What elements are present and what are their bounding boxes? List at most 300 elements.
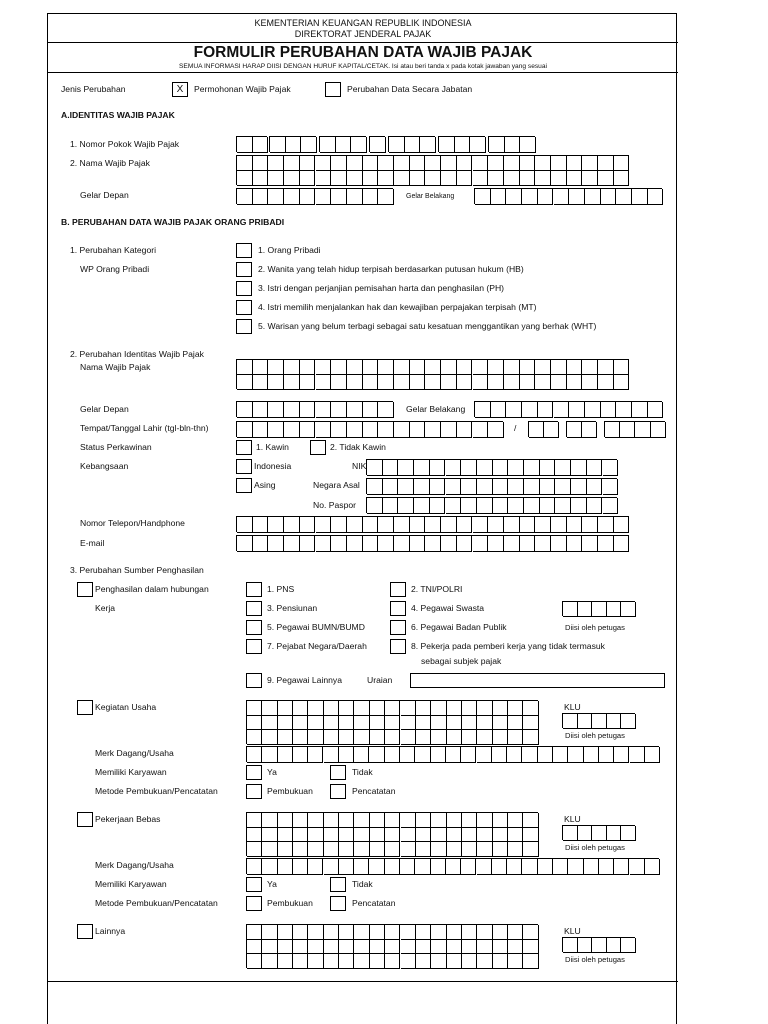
char-cell[interactable] [416,716,431,731]
char-cell[interactable] [363,156,379,171]
char-cell[interactable] [555,460,571,476]
pencatatan-checkbox[interactable] [330,784,346,799]
char-cell[interactable] [473,536,489,552]
char-cell[interactable] [293,828,308,843]
char-cell[interactable] [370,940,385,955]
char-cell[interactable] [508,730,523,745]
char-cell[interactable] [462,730,477,745]
char-cell[interactable] [247,701,262,716]
char-cell[interactable] [522,189,538,205]
char-cell[interactable] [493,813,508,828]
char-cell[interactable] [324,842,339,857]
char-cell[interactable] [363,517,379,533]
char-cell[interactable] [614,747,629,763]
char-cell[interactable] [447,730,462,745]
char-cell[interactable] [488,536,504,552]
char-cell[interactable] [616,189,632,205]
char-cell[interactable] [523,828,538,843]
char-cell[interactable] [461,859,476,875]
pensiunan-checkbox[interactable] [246,601,262,616]
char-cell[interactable] [308,940,323,955]
char-cell[interactable] [367,460,383,476]
merk-kegiatan-input[interactable] [246,746,659,762]
char-cell[interactable] [378,375,394,390]
lainnya-checkbox[interactable] [77,924,93,939]
char-cell[interactable] [268,517,284,533]
char-cell[interactable] [354,859,369,875]
char-cell[interactable] [331,156,347,171]
char-cell[interactable] [508,940,523,955]
char-cell[interactable] [262,842,277,857]
char-cell[interactable] [262,730,277,745]
char-cell[interactable] [461,479,477,495]
email-input[interactable] [236,535,629,551]
char-cell[interactable] [492,747,507,763]
char-cell[interactable] [331,360,347,375]
char-cell[interactable] [477,925,492,940]
char-cell[interactable] [293,925,308,940]
char-cell[interactable] [237,517,253,533]
char-cell[interactable] [457,156,473,171]
char-cell[interactable] [553,859,568,875]
char-cell[interactable] [441,517,457,533]
char-cell[interactable] [431,701,446,716]
char-cell[interactable] [648,189,664,205]
char-cell[interactable] [378,171,394,186]
char-cell[interactable] [405,137,421,153]
char-cell[interactable] [293,730,308,745]
char-cell[interactable] [354,716,369,731]
char-cell[interactable] [446,460,462,476]
char-cell[interactable] [253,137,269,153]
char-cell[interactable] [473,360,489,375]
nama-baru-input[interactable] [236,359,629,389]
char-cell[interactable] [578,938,593,953]
char-cell[interactable] [504,536,520,552]
char-cell[interactable] [592,826,607,841]
char-cell[interactable] [324,701,339,716]
char-cell[interactable] [473,517,489,533]
char-cell[interactable] [262,954,277,969]
kategori-checkbox-4[interactable] [236,300,252,315]
char-cell[interactable] [587,460,603,476]
char-cell[interactable] [308,813,323,828]
char-cell[interactable] [603,460,619,476]
kawin-checkbox[interactable] [236,440,252,455]
char-cell[interactable] [378,189,394,205]
char-cell[interactable] [447,828,462,843]
char-cell[interactable] [554,189,570,205]
char-cell[interactable] [431,813,446,828]
char-cell[interactable] [592,602,607,617]
char-cell[interactable] [278,701,293,716]
char-cell[interactable] [253,402,269,418]
char-cell[interactable] [300,517,316,533]
char-cell[interactable] [563,938,578,953]
char-cell[interactable] [477,954,492,969]
char-cell[interactable] [394,171,410,186]
char-cell[interactable] [621,826,636,841]
char-cell[interactable] [507,747,522,763]
char-cell[interactable] [237,375,253,390]
char-cell[interactable] [370,701,385,716]
char-cell[interactable] [363,422,379,438]
char-cell[interactable] [446,747,461,763]
char-cell[interactable] [300,189,316,205]
char-cell[interactable] [462,954,477,969]
char-cell[interactable] [339,954,354,969]
char-cell[interactable] [529,422,544,438]
char-cell[interactable] [587,479,603,495]
char-cell[interactable] [253,536,269,552]
char-cell[interactable] [598,517,614,533]
char-cell[interactable] [621,938,636,953]
char-cell[interactable] [237,156,253,171]
char-cell[interactable] [470,137,486,153]
char-cell[interactable] [401,701,416,716]
char-cell[interactable] [491,189,507,205]
char-cell[interactable] [614,375,630,390]
char-cell[interactable] [567,156,583,171]
karyawan-ya-checkbox[interactable] [246,877,262,892]
char-cell[interactable] [400,747,415,763]
char-cell[interactable] [535,360,551,375]
asing-checkbox[interactable] [236,478,252,493]
char-cell[interactable] [286,137,302,153]
jabatan-checkbox[interactable] [325,82,341,97]
char-cell[interactable] [316,156,332,171]
char-cell[interactable] [339,859,354,875]
char-cell[interactable] [363,360,379,375]
char-cell[interactable] [630,859,645,875]
char-cell[interactable] [284,517,300,533]
char-cell[interactable] [300,422,316,438]
char-cell[interactable] [645,747,660,763]
char-cell[interactable] [614,536,630,552]
kategori-checkbox-2[interactable] [236,262,252,277]
char-cell[interactable] [571,498,587,514]
char-cell[interactable] [324,747,339,763]
char-cell[interactable] [603,479,619,495]
char-cell[interactable] [582,156,598,171]
gelar-belakang-baru-input[interactable] [474,401,662,417]
char-cell[interactable] [253,171,269,186]
char-cell[interactable] [370,828,385,843]
char-cell[interactable] [354,954,369,969]
char-cell[interactable] [308,701,323,716]
char-cell[interactable] [401,828,416,843]
char-cell[interactable] [447,940,462,955]
char-cell[interactable] [614,171,630,186]
char-cell[interactable] [614,360,630,375]
char-cell[interactable] [316,171,332,186]
char-cell[interactable] [370,137,386,153]
char-cell[interactable] [293,701,308,716]
char-cell[interactable] [293,716,308,731]
char-cell[interactable] [535,171,551,186]
char-cell[interactable] [253,360,269,375]
char-cell[interactable] [493,716,508,731]
char-cell[interactable] [598,360,614,375]
char-cell[interactable] [339,701,354,716]
kategori-checkbox-1[interactable] [236,243,252,258]
char-cell[interactable] [461,747,476,763]
char-cell[interactable] [347,375,363,390]
char-cell[interactable] [308,716,323,731]
char-cell[interactable] [293,747,308,763]
char-cell[interactable] [477,498,493,514]
char-cell[interactable] [383,460,399,476]
kegiatan-usaha-checkbox[interactable] [77,700,93,715]
char-cell[interactable] [447,954,462,969]
char-cell[interactable] [551,156,567,171]
char-cell[interactable] [316,189,332,205]
paspor-input[interactable] [366,497,617,513]
char-cell[interactable] [347,517,363,533]
char-cell[interactable] [247,954,262,969]
char-cell[interactable] [385,859,400,875]
char-cell[interactable] [475,402,491,418]
char-cell[interactable] [523,701,538,716]
char-cell[interactable] [477,701,492,716]
char-cell[interactable] [488,156,504,171]
char-cell[interactable] [389,137,405,153]
char-cell[interactable] [493,701,508,716]
char-cell[interactable] [551,517,567,533]
char-cell[interactable] [339,716,354,731]
char-cell[interactable] [308,925,323,940]
char-cell[interactable] [431,954,446,969]
char-cell[interactable] [568,859,583,875]
char-cell[interactable] [571,479,587,495]
char-cell[interactable] [520,536,536,552]
char-cell[interactable] [477,479,493,495]
char-cell[interactable] [569,189,585,205]
char-cell[interactable] [253,422,269,438]
char-cell[interactable] [339,828,354,843]
char-cell[interactable] [555,498,571,514]
char-cell[interactable] [378,156,394,171]
gelar-depan-baru-input[interactable] [236,401,393,417]
char-cell[interactable] [630,747,645,763]
char-cell[interactable] [351,137,367,153]
char-cell[interactable] [347,156,363,171]
char-cell[interactable] [592,938,607,953]
char-cell[interactable] [416,940,431,955]
char-cell[interactable] [370,925,385,940]
char-cell[interactable] [585,402,601,418]
char-cell[interactable] [247,859,262,875]
indonesia-checkbox[interactable] [236,459,252,474]
char-cell[interactable] [431,747,446,763]
char-cell[interactable] [477,859,492,875]
char-cell[interactable] [425,171,441,186]
char-cell[interactable] [339,730,354,745]
char-cell[interactable] [522,747,537,763]
char-cell[interactable] [441,536,457,552]
char-cell[interactable] [569,402,585,418]
char-cell[interactable] [278,828,293,843]
char-cell[interactable] [598,536,614,552]
char-cell[interactable] [457,517,473,533]
pencatatan-checkbox[interactable] [330,896,346,911]
char-cell[interactable] [493,940,508,955]
char-cell[interactable] [520,156,536,171]
char-cell[interactable] [571,460,587,476]
char-cell[interactable] [477,460,493,476]
char-cell[interactable] [614,517,630,533]
char-cell[interactable] [237,360,253,375]
char-cell[interactable] [308,747,323,763]
char-cell[interactable] [301,137,317,153]
char-cell[interactable] [383,498,399,514]
char-cell[interactable] [477,730,492,745]
char-cell[interactable] [339,747,354,763]
char-cell[interactable] [493,842,508,857]
char-cell[interactable] [331,536,347,552]
char-cell[interactable] [523,925,538,940]
char-cell[interactable] [508,813,523,828]
telepon-input[interactable] [236,516,629,532]
char-cell[interactable] [635,422,650,438]
char-cell[interactable] [439,137,455,153]
char-cell[interactable] [462,925,477,940]
char-cell[interactable] [354,940,369,955]
char-cell[interactable] [493,460,509,476]
npwp-input[interactable] [438,136,485,152]
char-cell[interactable] [538,747,553,763]
karyawan-ya-checkbox[interactable] [246,765,262,780]
char-cell[interactable] [415,859,430,875]
char-cell[interactable] [462,813,477,828]
char-cell[interactable] [477,747,492,763]
char-cell[interactable] [347,402,363,418]
char-cell[interactable] [262,747,277,763]
char-cell[interactable] [284,536,300,552]
karyawan-tidak-checkbox[interactable] [330,877,346,892]
char-cell[interactable] [262,716,277,731]
char-cell[interactable] [247,925,262,940]
char-cell[interactable] [331,375,347,390]
char-cell[interactable] [394,517,410,533]
char-cell[interactable] [540,498,556,514]
char-cell[interactable] [400,859,415,875]
char-cell[interactable] [339,925,354,940]
char-cell[interactable] [308,842,323,857]
char-cell[interactable] [262,940,277,955]
char-cell[interactable] [268,536,284,552]
char-cell[interactable] [563,714,578,729]
char-cell[interactable] [425,536,441,552]
char-cell[interactable] [567,171,583,186]
char-cell[interactable] [489,137,505,153]
char-cell[interactable] [473,375,489,390]
char-cell[interactable] [587,498,603,514]
char-cell[interactable] [553,747,568,763]
char-cell[interactable] [540,479,556,495]
char-cell[interactable] [300,375,316,390]
char-cell[interactable] [520,360,536,375]
char-cell[interactable] [370,954,385,969]
pembukuan-checkbox[interactable] [246,896,262,911]
char-cell[interactable] [385,747,400,763]
char-cell[interactable] [462,842,477,857]
char-cell[interactable] [568,747,583,763]
char-cell[interactable] [410,360,426,375]
char-cell[interactable] [394,156,410,171]
bln-lahir-input[interactable] [566,421,596,437]
char-cell[interactable] [504,517,520,533]
char-cell[interactable] [585,189,601,205]
char-cell[interactable] [410,156,426,171]
char-cell[interactable] [441,422,457,438]
char-cell[interactable] [603,498,619,514]
char-cell[interactable] [522,402,538,418]
char-cell[interactable] [504,171,520,186]
char-cell[interactable] [354,730,369,745]
char-cell[interactable] [582,517,598,533]
char-cell[interactable] [632,189,648,205]
penghasilan-checkbox[interactable] [77,582,93,597]
char-cell[interactable] [567,517,583,533]
char-cell[interactable] [462,701,477,716]
npwp-input[interactable] [369,136,385,152]
char-cell[interactable] [584,747,599,763]
char-cell[interactable] [278,747,293,763]
char-cell[interactable] [488,375,504,390]
badan-publik-checkbox[interactable] [390,620,406,635]
pejabat-checkbox[interactable] [246,639,262,654]
char-cell[interactable] [300,171,316,186]
char-cell[interactable] [401,925,416,940]
char-cell[interactable] [268,156,284,171]
char-cell[interactable] [370,716,385,731]
char-cell[interactable] [385,842,400,857]
gelar-depan-input[interactable] [236,188,393,204]
char-cell[interactable] [237,536,253,552]
char-cell[interactable] [493,828,508,843]
char-cell[interactable] [447,716,462,731]
char-cell[interactable] [401,954,416,969]
char-cell[interactable] [316,402,332,418]
bumn-checkbox[interactable] [246,620,262,635]
char-cell[interactable] [632,402,648,418]
pembukuan-checkbox[interactable] [246,784,262,799]
char-cell[interactable] [524,460,540,476]
char-cell[interactable] [431,859,446,875]
char-cell[interactable] [491,402,507,418]
char-cell[interactable] [237,402,253,418]
char-cell[interactable] [523,842,538,857]
char-cell[interactable] [308,828,323,843]
char-cell[interactable] [385,925,400,940]
char-cell[interactable] [582,171,598,186]
char-cell[interactable] [554,402,570,418]
char-cell[interactable] [416,828,431,843]
char-cell[interactable] [401,813,416,828]
char-cell[interactable] [488,422,504,438]
char-cell[interactable] [544,422,559,438]
lainnya-input[interactable] [246,924,538,968]
char-cell[interactable] [447,813,462,828]
char-cell[interactable] [331,517,347,533]
pekerjaan-bebas-checkbox[interactable] [77,812,93,827]
char-cell[interactable] [462,716,477,731]
char-cell[interactable] [457,422,473,438]
char-cell[interactable] [262,859,277,875]
char-cell[interactable] [607,826,622,841]
char-cell[interactable] [614,156,630,171]
